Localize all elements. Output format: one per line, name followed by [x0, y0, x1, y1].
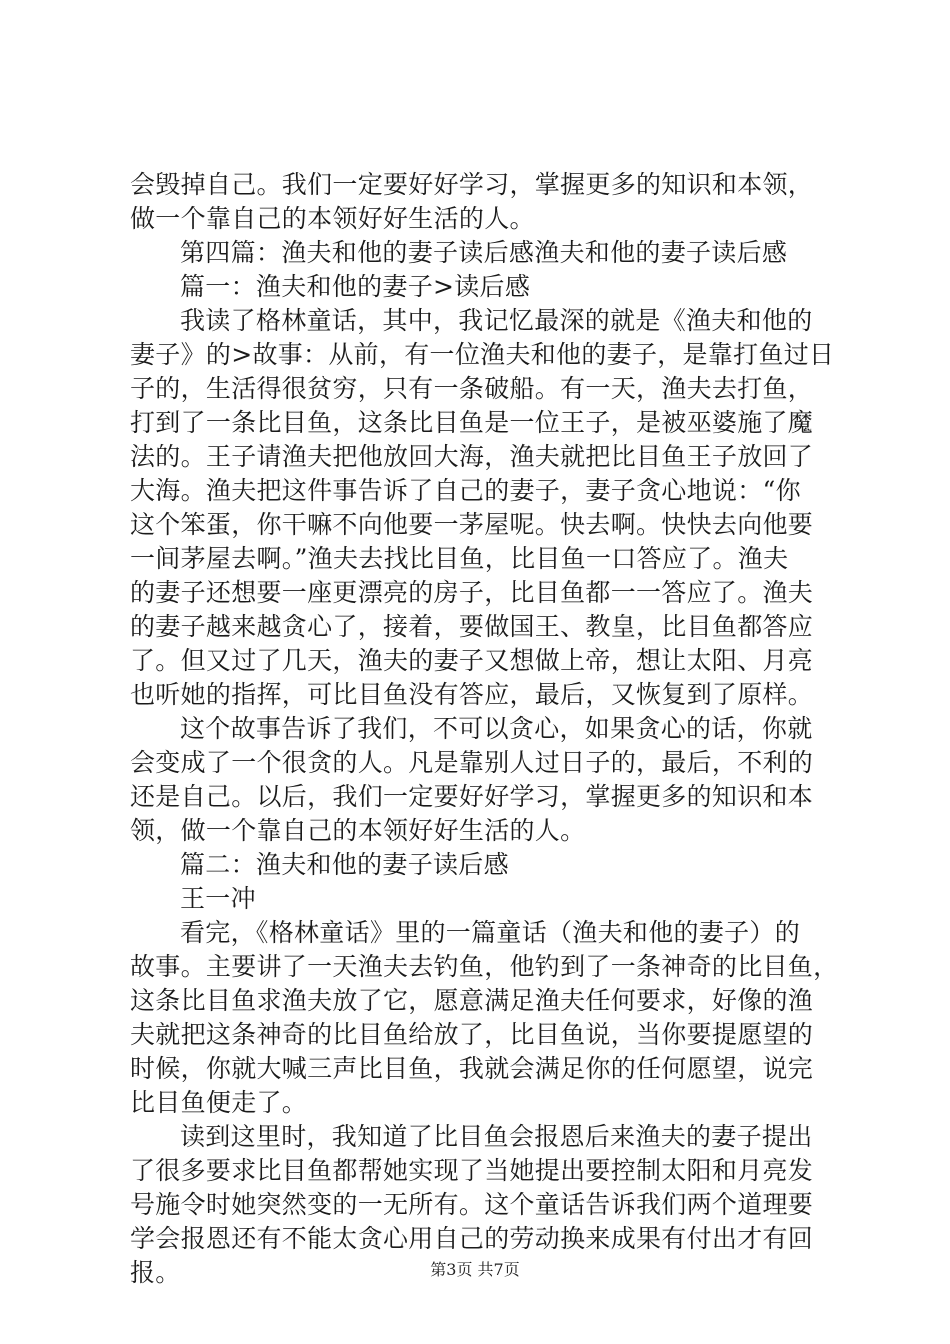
text-line: 做一个靠自己的本领好好生活的人。 [130, 204, 535, 233]
text-line: 子的，生活得很贫穷，只有一条破船。有一天，渔夫去打鱼， [130, 374, 814, 403]
text-line: 这条比目鱼求渔夫放了它，愿意满足渔夫任何要求，好像的渔 [130, 986, 814, 1015]
text-line: 看完，《格林童话》里的一篇童话（渔夫和他的妻子）的 [180, 918, 801, 947]
text-line: 学会报恩还有不能太贪心用自己的劳动换来成果有付出才有回 [130, 1224, 814, 1253]
text-line: 第四篇：渔夫和他的妻子读后感渔夫和他的妻子读后感 [180, 238, 788, 267]
text-line: 了很多要求比目鱼都帮她实现了当她提出要控制太阳和月亮发 [130, 1156, 814, 1185]
text-line: 也听她的指挥，可比目鱼没有答应，最后，又恢复到了原样。 [130, 680, 814, 709]
text-line: 的妻子还想要一座更漂亮的房子，比目鱼都一一答应了。渔夫 [130, 578, 814, 607]
text-line: 了。但又过了几天，渔夫的妻子又想做上帝，想让太阳、月亮 [130, 646, 814, 675]
text-line: 篇二：渔夫和他的妻子读后感 [180, 850, 509, 879]
text-line: 读到这里时，我知道了比目鱼会报恩后来渔夫的妻子提出 [180, 1122, 813, 1151]
text-line: 故事。主要讲了一天渔夫去钓鱼，他钓到了一条神奇的比目鱼， [130, 952, 839, 981]
text-line: 妻子》的>故事：从前，有一位渔夫和他的妻子，是靠打鱼过日 [130, 340, 835, 369]
text-line: 夫就把这条神奇的比目鱼给放了，比目鱼说，当你要提愿望的 [130, 1020, 814, 1049]
text-line: 号施令时她突然变的一无所有。这个童话告诉我们两个道理要 [130, 1190, 814, 1219]
text-line: 报。 [130, 1258, 181, 1287]
document-body [130, 168, 839, 1290]
text-line: 会毁掉自己。我们一定要好好学习，掌握更多的知识和本领， [130, 170, 814, 199]
text-line: 还是自己。以后，我们一定要好好学习，掌握更多的知识和本 [130, 782, 814, 811]
text-line: 篇一：渔夫和他的妻子>读后感 [180, 272, 531, 301]
text-line: 领，做一个靠自己的本领好好生活的人。 [130, 816, 586, 845]
text-line: 时候，你就大喊三声比目鱼，我就会满足你的任何愿望，说完 [130, 1054, 814, 1083]
text-line: 的妻子越来越贪心了，接着，要做国王、教皇，比目鱼都答应 [130, 612, 814, 641]
page-footer: 第3页 共7页 [430, 1260, 520, 1279]
text-line: 这个笨蛋，你干嘛不向他要一茅屋呢。快去啊。快快去向他要 [130, 510, 814, 539]
text-line: 我读了格林童话，其中，我记忆最深的就是《渔夫和他的 [180, 306, 813, 335]
text-line: 比目鱼便走了。 [130, 1088, 308, 1117]
text-line: 王一冲 [180, 884, 256, 913]
text-line: 会变成了一个很贪的人。凡是靠别人过日子的，最后，不利的 [130, 748, 814, 777]
text-line: 打到了一条比目鱼，这条比目鱼是一位王子，是被巫婆施了魔 [130, 408, 814, 437]
text-line: 大海。渔夫把这件事告诉了自己的妻子，妻子贪心地说：“你 [130, 476, 801, 505]
text-line: 法的。王子请渔夫把他放回大海，渔夫就把比目鱼王子放回了 [130, 442, 814, 471]
text-line: 这个故事告诉了我们，不可以贪心，如果贪心的话，你就 [180, 714, 813, 743]
text-line: 一间茅屋去啊。”渔夫去找比目鱼，比目鱼一口答应了。渔夫 [130, 544, 789, 573]
